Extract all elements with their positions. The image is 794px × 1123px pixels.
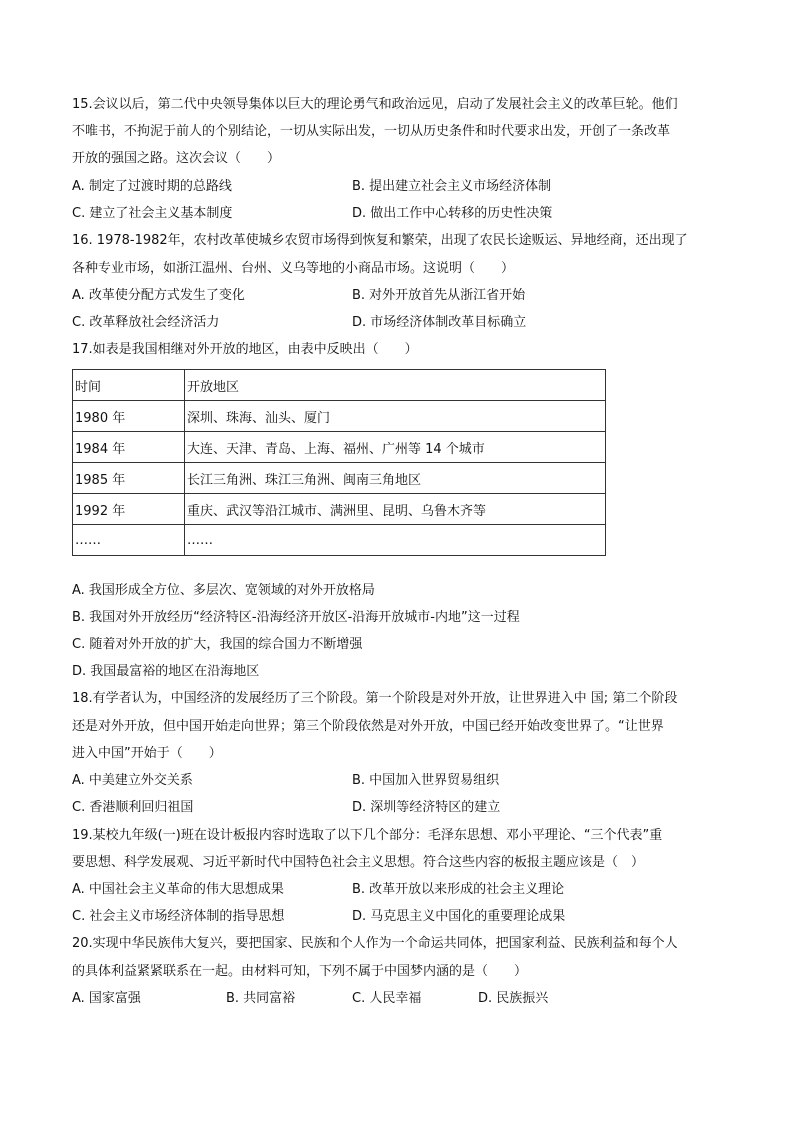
q20-stem-line-2: 的具体利益紧紧联系在一起。由材料可知，下列不属于中国梦内涵的是（ ） bbox=[72, 964, 528, 979]
q16-stem-line-1: 16. 1978-1982年，农村改革使城乡农贸市场得到恢复和繁荣，出现了农民长途贩运、异地经商，还出现了 bbox=[72, 233, 688, 248]
q18-stem-line-2: 还是对外开放，但中国开始走向世界；第三个阶段依然是对外开放，中国已经开始改变世界了。“让世界 bbox=[72, 719, 664, 734]
q16-option-c: C. 改革释放社会经济活力 bbox=[72, 315, 220, 330]
table-row bbox=[73, 463, 606, 494]
table-cell-year: 1985 年 bbox=[73, 463, 185, 494]
q16-option-a: A. 改革使分配方式发生了变化 bbox=[72, 288, 245, 303]
q20-option-b: B. 共同富裕 bbox=[226, 991, 296, 1006]
q18-stem-line-3: 进入中国”开始于（ ） bbox=[72, 746, 222, 761]
table-cell-year: 1980 年 bbox=[73, 401, 185, 432]
q18-option-b: B. 中国加入世界贸易组织 bbox=[352, 773, 500, 788]
q18-option-d: D. 深圳等经济特区的建立 bbox=[352, 800, 501, 815]
table-cell-region: 长江三角洲、珠江三角洲、闽南三角地区 bbox=[185, 463, 606, 494]
table-cell-year: …… bbox=[73, 525, 185, 556]
q19-option-a: A. 中国社会主义革命的伟大思想成果 bbox=[72, 882, 284, 897]
q19-option-d: D. 马克思主义中国化的重要理论成果 bbox=[352, 909, 566, 924]
q18-option-a: A. 中美建立外交关系 bbox=[72, 773, 193, 788]
table-cell-year: 1992 年 bbox=[73, 494, 185, 525]
opening-regions-table bbox=[72, 369, 606, 556]
q20-stem-line-1: 20.实现中华民族伟大复兴，要把国家、民族和个人作为一个命运共同体，把国家利益、民族利益和每个人 bbox=[72, 936, 678, 951]
q15-option-a: A. 制定了过渡时期的总路线 bbox=[72, 179, 232, 194]
q16-option-b: B. 对外开放首先从浙江省开始 bbox=[352, 288, 526, 303]
q17-option-a: A. 我国形成全方位、多层次、宽领域的对外开放格局 bbox=[72, 583, 375, 598]
q20-option-a: A. 国家富强 bbox=[72, 991, 141, 1006]
table-row bbox=[73, 525, 606, 556]
table-header-region: 开放地区 bbox=[185, 370, 606, 401]
q18-stem-line-1: 18.有学者认为，中国经济的发展经历了三个阶段。第一个阶段是对外开放，让世界进入中 国; 第二个阶段 bbox=[72, 691, 678, 706]
q15-stem-line-2: 不唯书，不拘泥于前人的个别结论，一切从实际出发，一切从历史条件和时代要求出发，开创了一条改革 bbox=[72, 124, 671, 139]
q15-stem-line-3: 开放的强国之路。这次会议（ ） bbox=[72, 151, 281, 166]
q20-option-c: C. 人民幸福 bbox=[352, 991, 422, 1006]
q18-option-c: C. 香港顺利回归祖国 bbox=[72, 800, 194, 815]
table-cell-year: 1984 年 bbox=[73, 432, 185, 463]
q16-option-d: D. 市场经济体制改革目标确立 bbox=[352, 315, 527, 330]
q17-stem-line-1: 17.如表是我国相继对外开放的地区，由表中反映出（ ） bbox=[72, 342, 418, 357]
table-row bbox=[73, 494, 606, 525]
table-header-time: 时间 bbox=[73, 370, 185, 401]
q15-option-c: C. 建立了社会主义基本制度 bbox=[72, 206, 233, 221]
table-cell-region: …… bbox=[185, 525, 606, 556]
q17-option-d: D. 我国最富裕的地区在沿海地区 bbox=[72, 664, 260, 679]
q17-option-c: C. 随着对外开放的扩大，我国的综合国力不断增强 bbox=[72, 637, 363, 652]
table-row bbox=[73, 432, 606, 463]
q16-stem-line-2: 各种专业市场，如浙江温州、台州、义乌等地的小商品市场。这说明（ ） bbox=[72, 261, 515, 276]
q19-option-c: C. 社会主义市场经济体制的指导思想 bbox=[72, 909, 285, 924]
table-header-row bbox=[73, 370, 606, 401]
q19-stem-line-2: 要思想、科学发展观、习近平新时代中国特色社会主义思想。符合这些内容的板报主题应该是（ ） bbox=[72, 855, 645, 870]
table-cell-region: 大连、天津、青岛、上海、福州、广州等 14 个城市 bbox=[185, 432, 606, 463]
q15-option-d: D. 做出工作中心转移的历史性决策 bbox=[352, 206, 553, 221]
q17-option-b: B. 我国对外开放经历“经济特区-沿海经济开放区-沿海开放城市-内地”这一过程 bbox=[72, 610, 520, 625]
table-cell-region: 深圳、珠海、汕头、厦门 bbox=[185, 401, 606, 432]
table-row bbox=[73, 401, 606, 432]
q15-option-b: B. 提出建立社会主义市场经济体制 bbox=[352, 179, 552, 194]
q19-option-b: B. 改革开放以来形成的社会主义理论 bbox=[352, 882, 565, 897]
q19-stem-line-1: 19.某校九年级(一)班在设计板报内容时选取了以下几个部分：毛泽东思想、邓小平理论、“三个代表”重 bbox=[72, 828, 663, 843]
q20-option-d: D. 民族振兴 bbox=[478, 991, 549, 1006]
table-cell-region: 重庆、武汉等沿江城市、满洲里、昆明、乌鲁木齐等 bbox=[185, 494, 606, 525]
q15-stem-line-1: 15.会议以后，第二代中央领导集体以巨大的理论勇气和政治远见，启动了发展社会主义的改革巨轮。他们 bbox=[72, 97, 678, 112]
